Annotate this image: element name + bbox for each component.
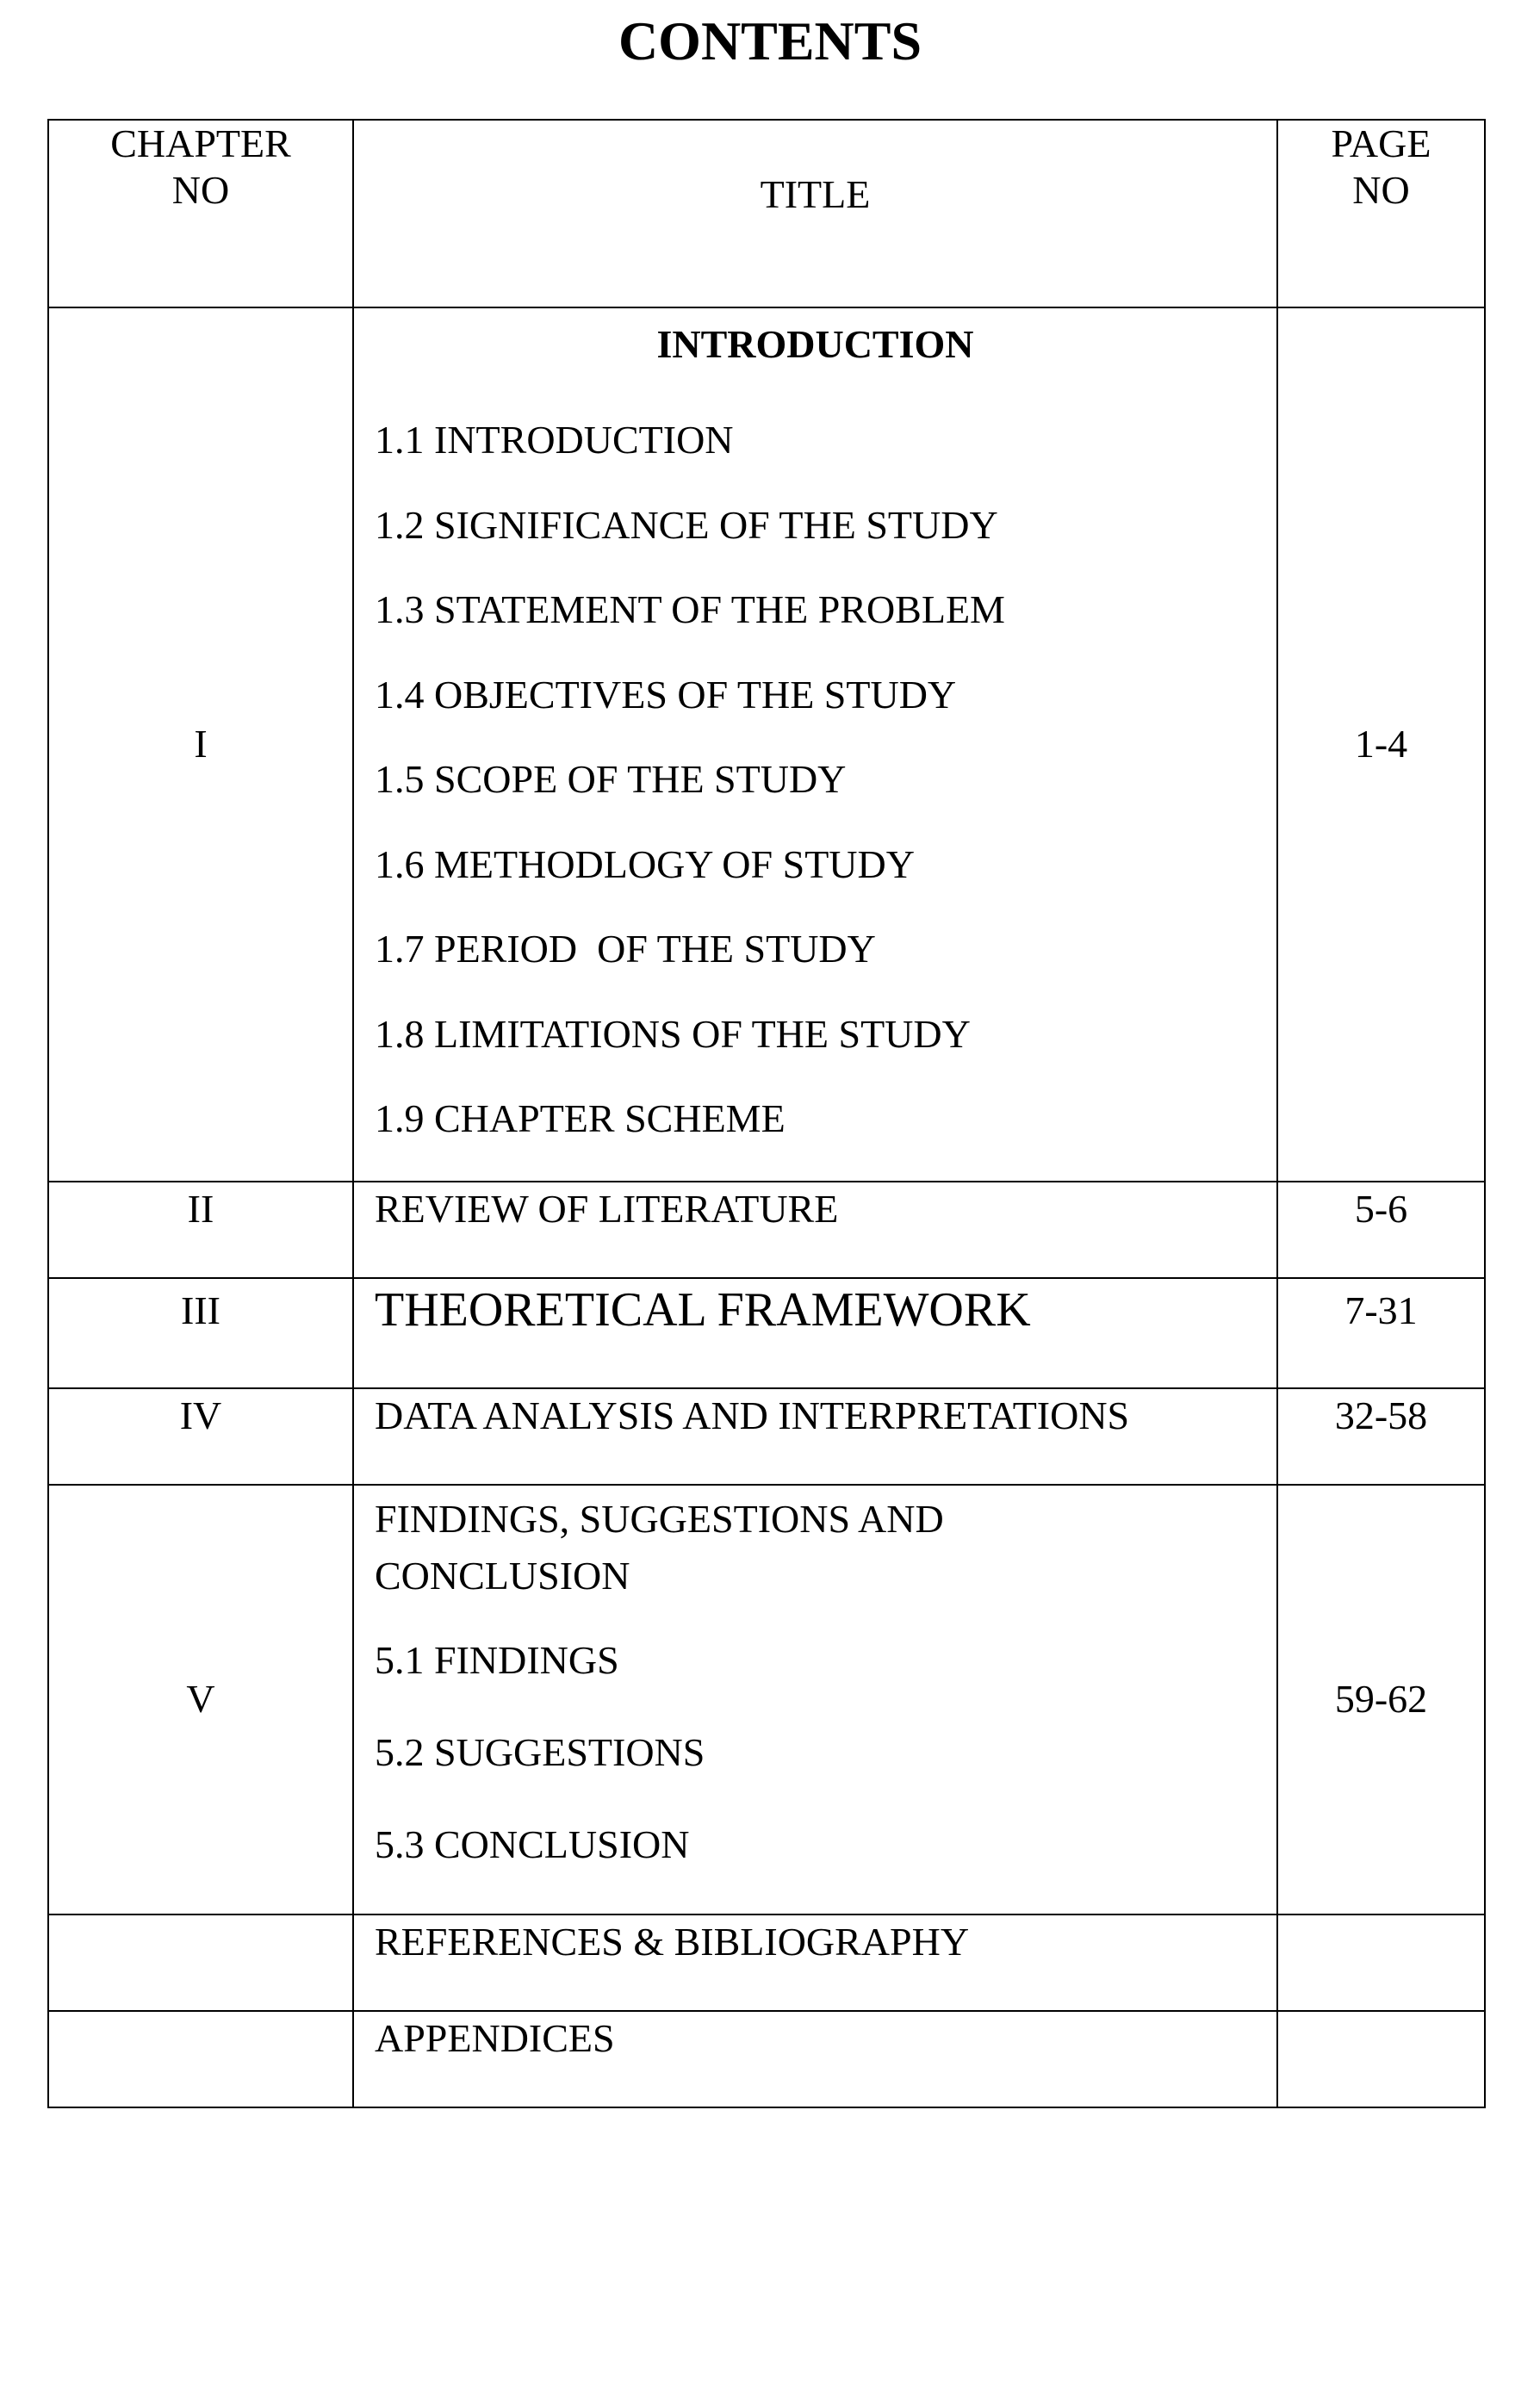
section-item: 5.3 CONCLUSION (375, 1821, 690, 1866)
page-range-cell: 32-58 (1277, 1388, 1485, 1485)
chapter-title-cell: DATA ANALYSIS AND INTERPRETATIONS (353, 1388, 1277, 1485)
chapter-no-cell: III (48, 1278, 353, 1388)
table-row (48, 1485, 1485, 1914)
section-item: 1.2 SIGNIFICANCE OF THE STUDY (375, 502, 998, 547)
page-range-cell: 5-6 (1277, 1182, 1485, 1278)
chapter-title-cell: REVIEW OF LITERATURE (353, 1182, 1277, 1278)
chapter-no-cell (48, 2011, 353, 2107)
chapter-no-cell (48, 1914, 353, 2011)
chapter-no-cell: IV (48, 1388, 353, 1485)
table-row (48, 1278, 1485, 1388)
chapter-no-cell: V (48, 1485, 353, 1914)
table-row (48, 2011, 1485, 2107)
table-row (48, 1388, 1485, 1485)
chapter-title-cell (353, 1485, 1277, 1914)
contents-table (47, 119, 1486, 2108)
header-page-no: PAGE NO (1277, 120, 1485, 307)
table-row (48, 1182, 1485, 1278)
section-item: 1.1 INTRODUCTION (375, 418, 734, 462)
section-item: 1.3 STATEMENT OF THE PROBLEM (375, 587, 1005, 631)
section-list (375, 1637, 1276, 1914)
section-item: 1.9 CHAPTER SCHEME (375, 1096, 786, 1140)
page-range-cell (1277, 2011, 1485, 2107)
header-chapter-no: CHAPTER NO (48, 120, 353, 307)
chapter-no-cell: I (48, 307, 353, 1182)
chapter-title-cell: REFERENCES & BIBLIOGRAPHY (353, 1914, 1277, 2011)
chapter-heading: FINDINGS, SUGGESTIONS AND CONCLUSION (375, 1496, 944, 1598)
header-title: TITLE (353, 120, 1277, 307)
table-row (48, 1914, 1485, 2011)
chapter-heading: INTRODUCTION (656, 322, 974, 366)
section-item: 5.2 SUGGESTIONS (375, 1729, 705, 1774)
section-item: 1.8 LIMITATIONS OF THE STUDY (375, 1011, 971, 1056)
table-row (48, 307, 1485, 1182)
page-range-cell: 1-4 (1277, 307, 1485, 1182)
section-item: 5.1 FINDINGS (375, 1637, 619, 1682)
chapter-no-cell: II (48, 1182, 353, 1278)
section-item: 1.4 OBJECTIVES OF THE STUDY (375, 672, 957, 717)
page-range-cell: 59-62 (1277, 1485, 1485, 1914)
section-item: 1.5 SCOPE OF THE STUDY (375, 757, 847, 801)
table-header-row (48, 120, 1485, 307)
section-list (375, 417, 1276, 1181)
chapter-title-cell: THEORETICAL FRAMEWORK (353, 1278, 1277, 1388)
page-title: CONTENTS (618, 10, 922, 71)
section-item: 1.7 PERIOD OF THE STUDY (375, 927, 876, 971)
chapter-title-cell (353, 307, 1277, 1182)
chapter-title-cell: APPENDICES (353, 2011, 1277, 2107)
page-range-cell: 7-31 (1277, 1278, 1485, 1388)
section-item: 1.6 METHODLOGY OF STUDY (375, 841, 915, 886)
page-range-cell (1277, 1914, 1485, 2011)
